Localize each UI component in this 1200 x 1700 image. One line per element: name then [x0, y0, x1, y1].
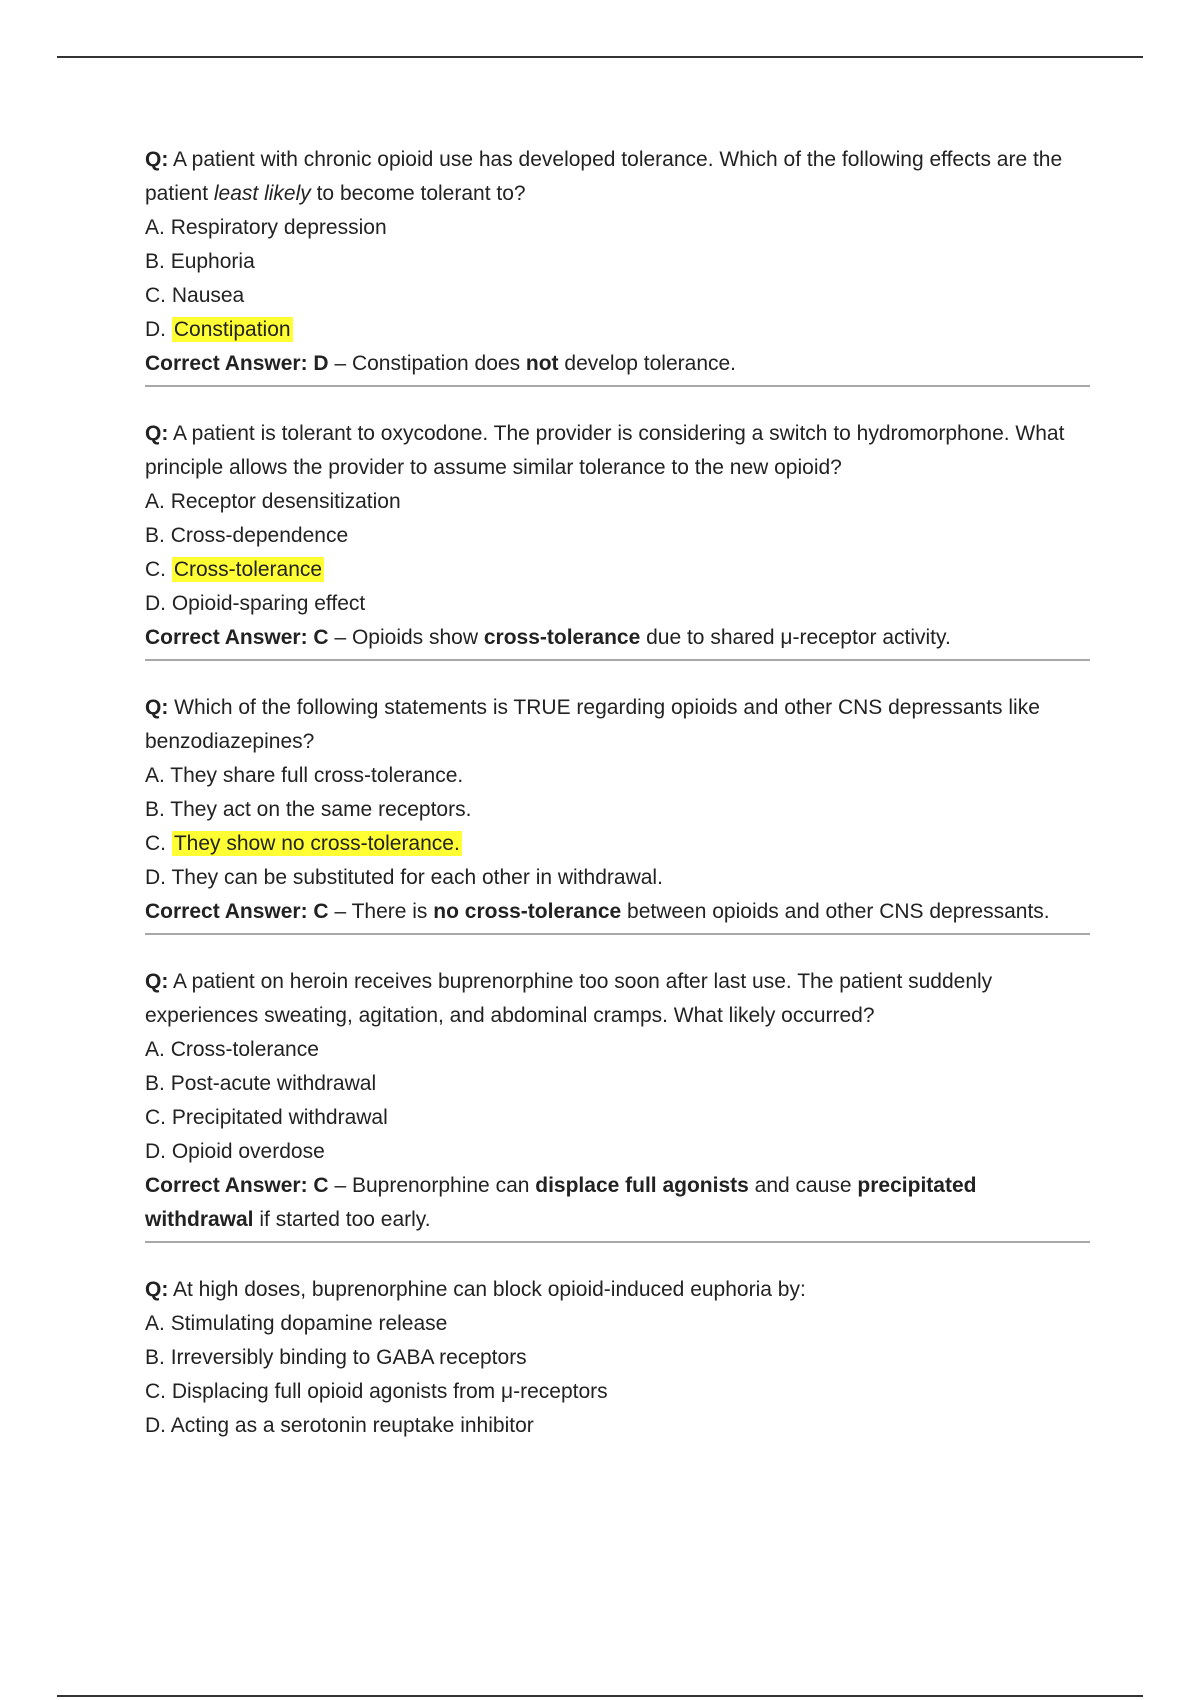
option-letter: C.	[145, 1380, 172, 1403]
option-text: Precipitated withdrawal	[171, 1106, 388, 1129]
option-text: They share full cross-tolerance.	[170, 764, 464, 787]
correct-answer	[145, 347, 1090, 381]
question-text: A patient with chronic opioid use has developed tolerance. Which of the following effects are the patient	[145, 148, 1063, 205]
answer-option	[145, 759, 1090, 793]
option-letter: D.	[145, 592, 172, 615]
option-letter: B.	[145, 1346, 171, 1369]
question-divider	[145, 659, 1090, 661]
answer-text: – Constipation does	[328, 352, 526, 375]
question-divider	[145, 933, 1090, 935]
answer-option	[145, 1409, 1090, 1443]
option-letter: B.	[145, 1072, 171, 1095]
answer-option	[145, 519, 1090, 553]
answer-option	[145, 1101, 1090, 1135]
option-text: Opioid-sparing effect	[171, 592, 366, 615]
option-letter: A.	[145, 490, 171, 513]
answer-bold-text: Correct Answer: D	[145, 352, 329, 375]
option-text: Acting as a serotonin reuptake inhibitor	[170, 1414, 534, 1437]
option-letter: C.	[145, 284, 172, 307]
option-text: Stimulating dopamine release	[170, 1312, 448, 1335]
answer-bold-text: Correct Answer: C	[145, 626, 329, 649]
question-emphasis: least likely	[213, 182, 311, 205]
answer-option	[145, 827, 1090, 861]
highlighted-option-text: They show no cross-tolerance.	[173, 832, 460, 855]
question-block	[145, 417, 1090, 661]
answer-option	[145, 1033, 1090, 1067]
question-text: At high doses, buprenorphine can block opioid-induced euphoria by:	[168, 1278, 806, 1301]
answer-text: due to shared μ-receptor activity.	[640, 626, 951, 649]
answer-option	[145, 279, 1090, 313]
option-letter: C.	[145, 558, 172, 581]
answer-option	[145, 1375, 1090, 1409]
answer-bold-text: not	[525, 352, 559, 375]
question-label: Q:	[145, 1278, 169, 1301]
correct-answer	[145, 621, 1090, 655]
answer-bold-text: Correct Answer: C	[145, 1174, 329, 1197]
question-block	[145, 1273, 1090, 1443]
question-label: Q:	[145, 696, 169, 719]
option-letter: C.	[145, 832, 172, 855]
question-text: Which of the following statements is TRUE regarding opioids and other CNS depressants like benzodiazepines?	[145, 696, 1040, 753]
option-letter: D.	[145, 1414, 171, 1437]
option-text: They can be substituted for each other in withdrawal.	[171, 866, 663, 889]
option-text: Displacing full opioid agonists from μ-receptors	[171, 1380, 608, 1403]
option-letter: A.	[145, 1312, 171, 1335]
answer-text: between opioids and other CNS depressants.	[621, 900, 1050, 923]
option-letter: B.	[145, 798, 171, 821]
question-text-end: to become tolerant to?	[310, 182, 526, 205]
answer-text: if started too early.	[253, 1208, 431, 1231]
option-letter: C.	[145, 1106, 172, 1129]
answer-option	[145, 587, 1090, 621]
option-text: Euphoria	[170, 250, 255, 273]
answer-bold-text: precipitated withdrawal	[145, 1174, 977, 1231]
answer-bold-text: Correct Answer: C	[145, 900, 329, 923]
answer-option	[145, 1067, 1090, 1101]
option-letter: A.	[145, 764, 171, 787]
answer-option	[145, 245, 1090, 279]
answer-option	[145, 553, 1090, 587]
question-block	[145, 691, 1090, 935]
answer-option	[145, 313, 1090, 347]
question-stem	[145, 691, 1090, 759]
answer-text: develop tolerance.	[558, 352, 737, 375]
question-text: A patient is tolerant to oxycodone. The provider is considering a switch to hydromorphone. What principle allows the provider to assume similar tolerance to the new opioid?	[145, 422, 1065, 479]
answer-option	[145, 211, 1090, 245]
option-text: Respiratory depression	[170, 216, 387, 239]
option-text: Receptor desensitization	[170, 490, 401, 513]
answer-option	[145, 861, 1090, 895]
answer-option	[145, 1307, 1090, 1341]
question-list	[145, 143, 1090, 1443]
option-text: They act on the same receptors.	[170, 798, 472, 821]
option-letter: D.	[145, 1140, 172, 1163]
option-text: Nausea	[171, 284, 245, 307]
question-block	[145, 143, 1090, 387]
question-stem	[145, 1273, 1090, 1307]
option-letter: D.	[145, 866, 172, 889]
highlighted-option-text: Constipation	[173, 318, 291, 341]
option-letter: A.	[145, 1038, 171, 1061]
answer-bold-text: no cross-tolerance	[433, 900, 622, 923]
question-label: Q:	[145, 148, 169, 171]
answer-text: – Buprenorphine can	[328, 1174, 536, 1197]
page-top-rule	[57, 56, 1143, 58]
question-label: Q:	[145, 970, 169, 993]
option-letter: B.	[145, 250, 171, 273]
option-text: Irreversibly binding to GABA receptors	[170, 1346, 527, 1369]
answer-bold-text: displace full agonists	[535, 1174, 749, 1197]
question-stem	[145, 143, 1090, 211]
highlighted-option-text: Cross-tolerance	[173, 558, 323, 581]
answer-option	[145, 1341, 1090, 1375]
option-text: Cross-tolerance	[170, 1038, 319, 1061]
answer-text: – There is	[328, 900, 434, 923]
question-block	[145, 965, 1090, 1243]
correct-answer	[145, 895, 1090, 929]
answer-option	[145, 485, 1090, 519]
question-text: A patient on heroin receives buprenorphine too soon after last use. The patient suddenly experiences sweating, agitation, and abdominal cramps. What likely occurred?	[145, 970, 993, 1027]
option-text: Post-acute withdrawal	[170, 1072, 377, 1095]
option-text: Opioid overdose	[171, 1140, 325, 1163]
question-label: Q:	[145, 422, 169, 445]
question-divider	[145, 1241, 1090, 1243]
answer-bold-text: cross-tolerance	[483, 626, 641, 649]
option-letter: B.	[145, 524, 171, 547]
answer-text: – Opioids show	[328, 626, 484, 649]
option-text: Cross-dependence	[170, 524, 349, 547]
answer-option	[145, 793, 1090, 827]
option-letter: A.	[145, 216, 171, 239]
question-stem	[145, 965, 1090, 1033]
correct-answer	[145, 1169, 1090, 1237]
answer-option	[145, 1135, 1090, 1169]
answer-text: and cause	[748, 1174, 858, 1197]
page-bottom-rule	[57, 1695, 1143, 1697]
question-divider	[145, 385, 1090, 387]
option-letter: D.	[145, 318, 172, 341]
question-stem	[145, 417, 1090, 485]
